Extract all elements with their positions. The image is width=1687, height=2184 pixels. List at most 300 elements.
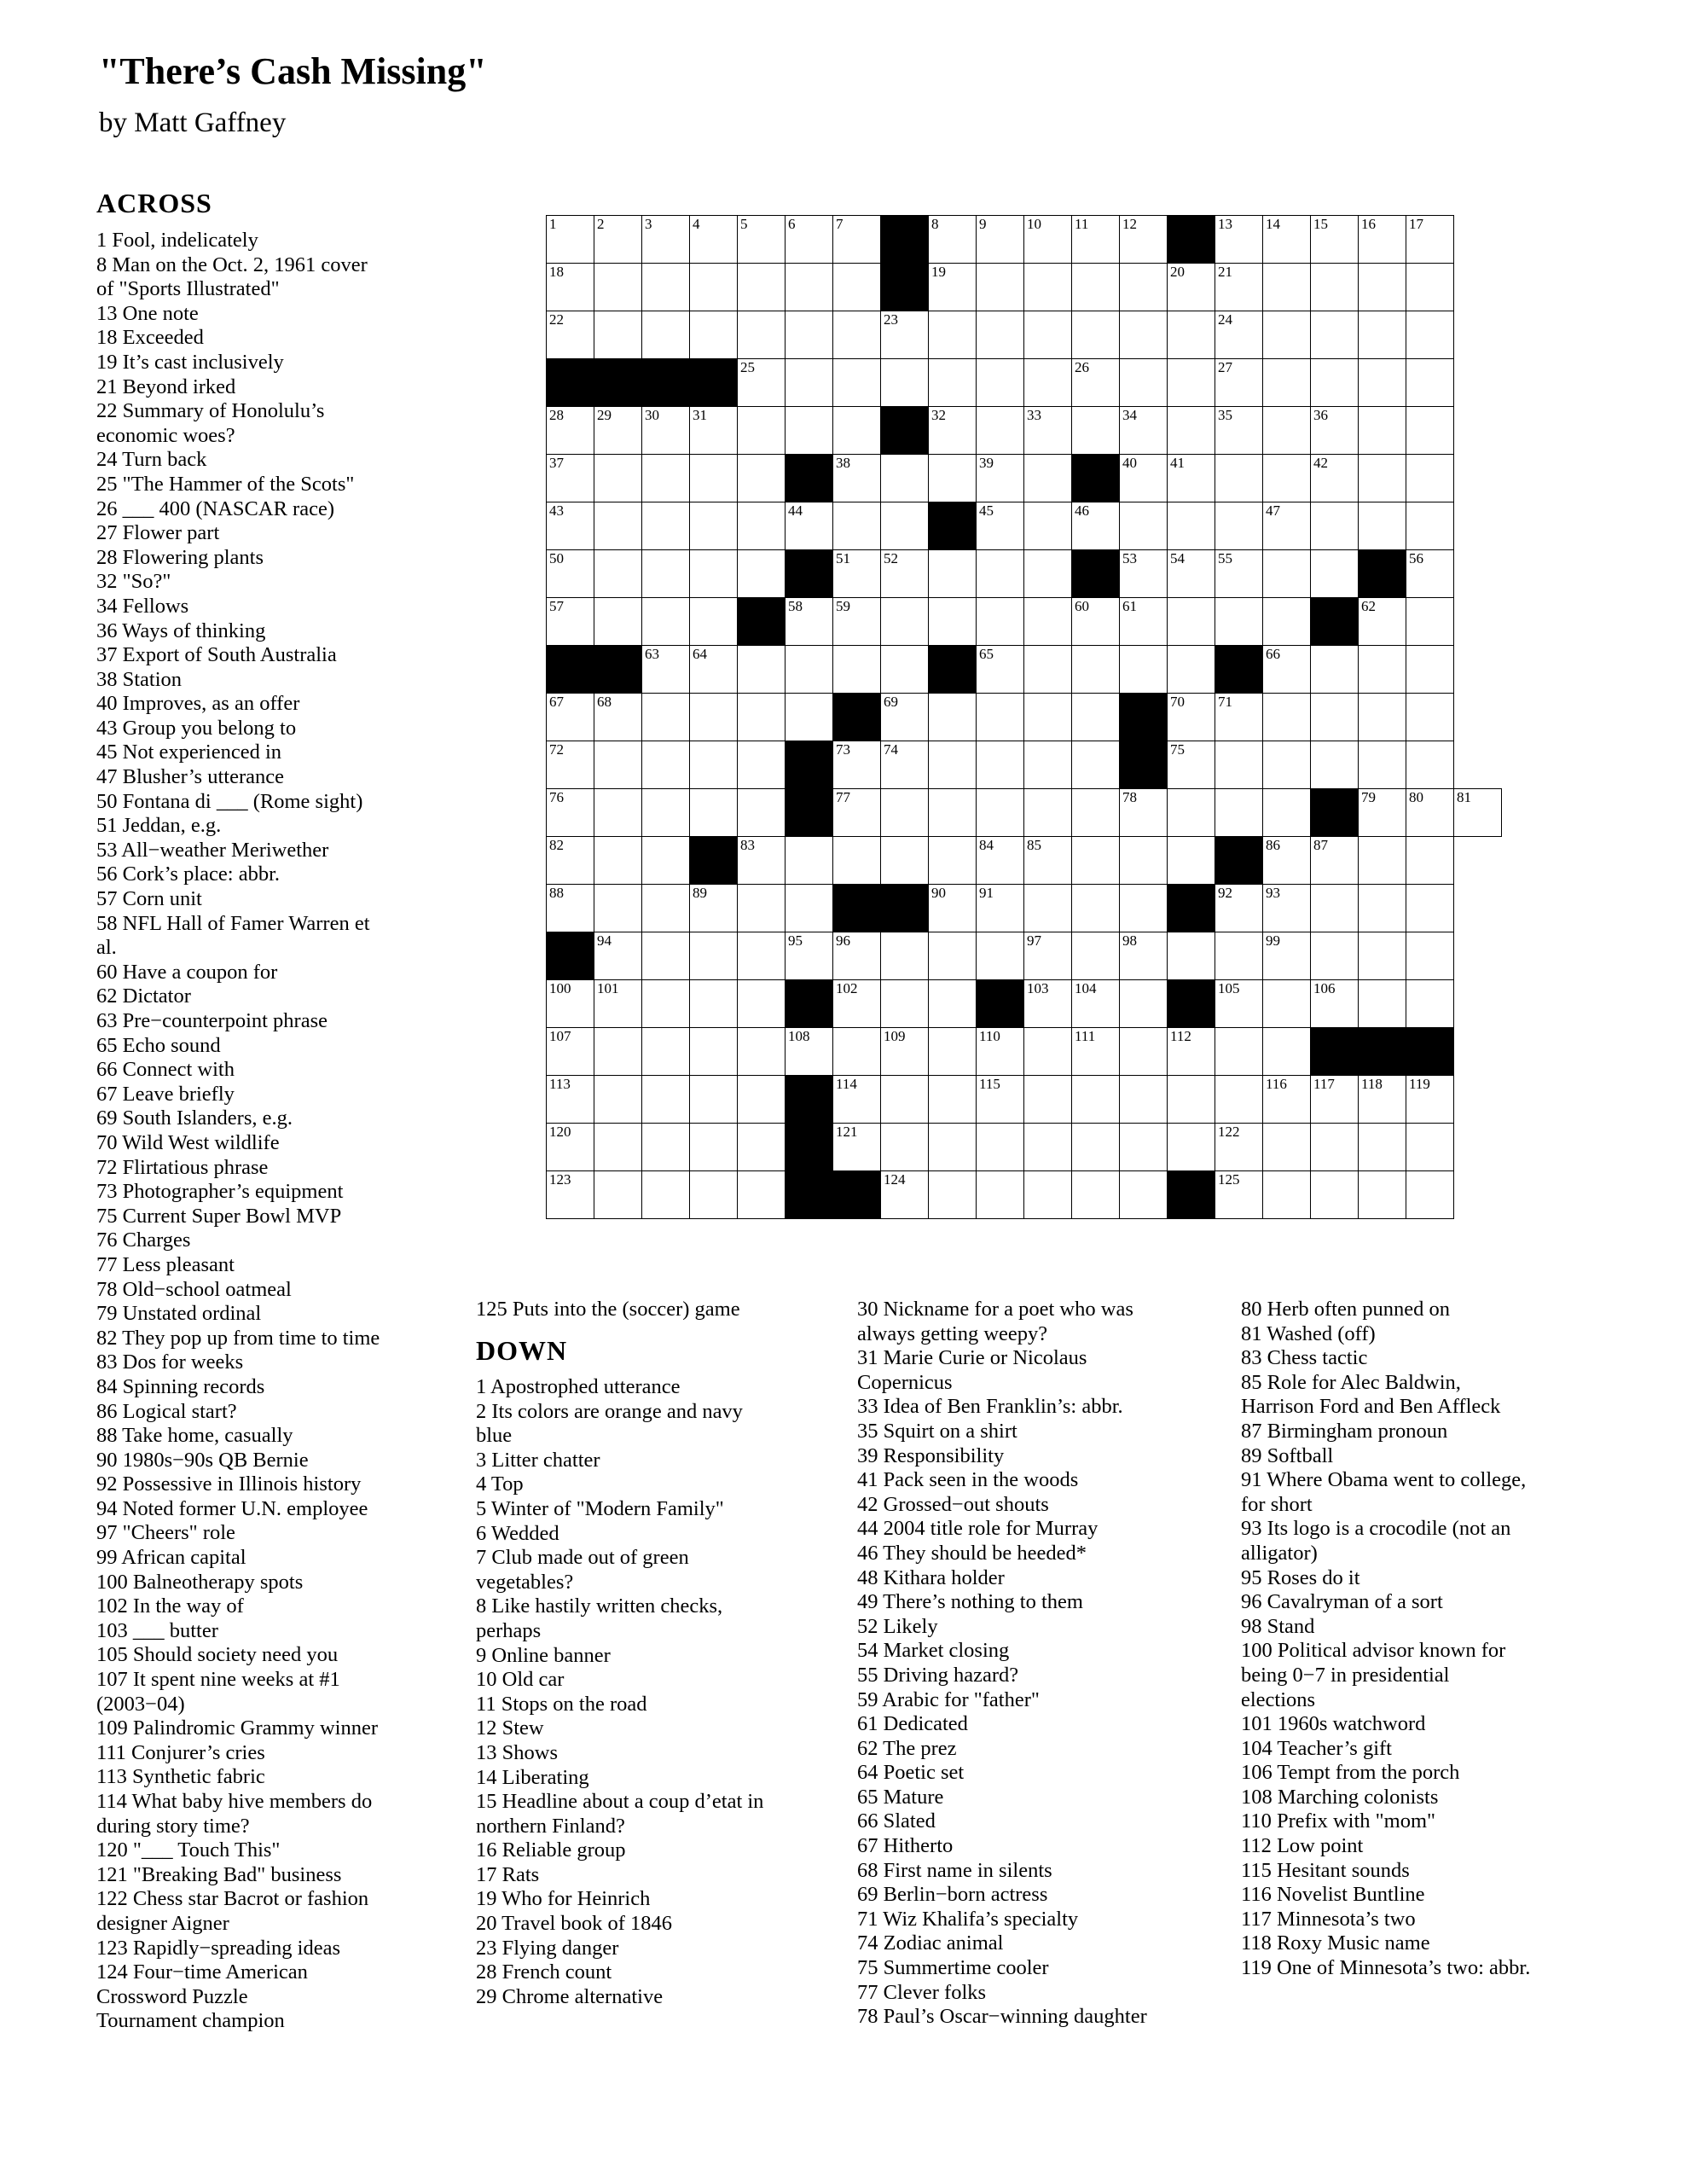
grid-cell[interactable] bbox=[594, 837, 642, 885]
grid-cell[interactable] bbox=[929, 1076, 977, 1124]
grid-cell[interactable] bbox=[1263, 216, 1311, 264]
grid-cell[interactable] bbox=[977, 407, 1024, 455]
grid-cell[interactable] bbox=[1263, 1028, 1311, 1076]
grid-cell[interactable] bbox=[1120, 932, 1168, 980]
grid-cell[interactable] bbox=[833, 550, 881, 598]
grid-cell[interactable] bbox=[1168, 311, 1215, 359]
grid-cell[interactable] bbox=[1263, 980, 1311, 1028]
grid-cell[interactable] bbox=[547, 407, 594, 455]
grid-cell[interactable] bbox=[738, 1076, 786, 1124]
grid-cell[interactable] bbox=[1263, 1171, 1311, 1219]
grid-cell[interactable] bbox=[642, 598, 690, 646]
grid-cell[interactable] bbox=[1024, 932, 1072, 980]
grid-cell[interactable] bbox=[1359, 1171, 1406, 1219]
grid-cell[interactable] bbox=[1120, 359, 1168, 407]
grid-cell[interactable] bbox=[690, 311, 738, 359]
grid-cell[interactable] bbox=[1359, 455, 1406, 502]
grid-cell[interactable] bbox=[1168, 407, 1215, 455]
grid-cell[interactable] bbox=[833, 311, 881, 359]
grid-cell[interactable] bbox=[1024, 646, 1072, 694]
grid-cell[interactable] bbox=[977, 1171, 1024, 1219]
grid-cell[interactable] bbox=[547, 550, 594, 598]
grid-cell[interactable] bbox=[1215, 455, 1263, 502]
grid-cell[interactable] bbox=[1311, 1076, 1359, 1124]
grid-cell[interactable] bbox=[642, 407, 690, 455]
grid-cell[interactable] bbox=[1311, 1124, 1359, 1171]
grid-cell[interactable] bbox=[738, 1171, 786, 1219]
grid-cell[interactable] bbox=[642, 1028, 690, 1076]
grid-cell[interactable] bbox=[1215, 1171, 1263, 1219]
grid-cell[interactable] bbox=[1072, 741, 1120, 789]
grid-cell[interactable] bbox=[1311, 407, 1359, 455]
grid-cell[interactable] bbox=[594, 311, 642, 359]
grid-cell[interactable] bbox=[642, 455, 690, 502]
grid-cell[interactable] bbox=[690, 885, 738, 932]
grid-cell[interactable] bbox=[786, 885, 833, 932]
grid-cell[interactable] bbox=[833, 646, 881, 694]
grid-cell[interactable] bbox=[1359, 694, 1406, 741]
grid-cell[interactable] bbox=[738, 837, 786, 885]
grid-cell[interactable] bbox=[738, 216, 786, 264]
grid-cell[interactable] bbox=[1168, 789, 1215, 837]
grid-cell[interactable] bbox=[1311, 980, 1359, 1028]
grid-cell[interactable] bbox=[1359, 885, 1406, 932]
grid-cell[interactable] bbox=[1215, 932, 1263, 980]
grid-cell[interactable] bbox=[786, 1028, 833, 1076]
grid-cell[interactable] bbox=[1024, 359, 1072, 407]
grid-cell[interactable] bbox=[1168, 264, 1215, 311]
grid-cell[interactable] bbox=[1263, 646, 1311, 694]
grid-cell[interactable] bbox=[1406, 885, 1454, 932]
grid-cell[interactable] bbox=[833, 932, 881, 980]
grid-cell[interactable] bbox=[738, 407, 786, 455]
grid-cell[interactable] bbox=[1311, 646, 1359, 694]
grid-cell[interactable] bbox=[594, 455, 642, 502]
grid-cell[interactable] bbox=[929, 455, 977, 502]
grid-cell[interactable] bbox=[1168, 932, 1215, 980]
grid-cell[interactable] bbox=[929, 359, 977, 407]
grid-cell[interactable] bbox=[547, 502, 594, 550]
grid-cell[interactable] bbox=[1024, 694, 1072, 741]
grid-cell[interactable] bbox=[1215, 980, 1263, 1028]
grid-cell[interactable] bbox=[1359, 598, 1406, 646]
grid-cell[interactable] bbox=[977, 359, 1024, 407]
grid-cell[interactable] bbox=[1359, 502, 1406, 550]
grid-cell[interactable] bbox=[977, 1028, 1024, 1076]
grid-cell[interactable] bbox=[642, 216, 690, 264]
grid-cell[interactable] bbox=[690, 407, 738, 455]
grid-cell[interactable] bbox=[1406, 932, 1454, 980]
grid-cell[interactable] bbox=[833, 455, 881, 502]
grid-cell[interactable] bbox=[1263, 311, 1311, 359]
grid-cell[interactable] bbox=[786, 407, 833, 455]
grid-cell[interactable] bbox=[642, 1124, 690, 1171]
grid-cell[interactable] bbox=[786, 359, 833, 407]
grid-cell[interactable] bbox=[690, 741, 738, 789]
grid-cell[interactable] bbox=[547, 455, 594, 502]
grid-cell[interactable] bbox=[642, 550, 690, 598]
grid-cell[interactable] bbox=[1406, 407, 1454, 455]
grid-cell[interactable] bbox=[690, 1171, 738, 1219]
grid-cell[interactable] bbox=[1311, 311, 1359, 359]
grid-cell[interactable] bbox=[1406, 694, 1454, 741]
grid-cell[interactable] bbox=[1072, 264, 1120, 311]
grid-cell[interactable] bbox=[1406, 455, 1454, 502]
grid-cell[interactable] bbox=[977, 932, 1024, 980]
grid-cell[interactable] bbox=[1263, 789, 1311, 837]
grid-cell[interactable] bbox=[1024, 598, 1072, 646]
grid-cell[interactable] bbox=[1263, 455, 1311, 502]
grid-cell[interactable] bbox=[881, 837, 929, 885]
grid-cell[interactable] bbox=[833, 1076, 881, 1124]
grid-cell[interactable] bbox=[881, 598, 929, 646]
grid-cell[interactable] bbox=[881, 646, 929, 694]
grid-cell[interactable] bbox=[738, 264, 786, 311]
grid-cell[interactable] bbox=[929, 932, 977, 980]
grid-cell[interactable] bbox=[1215, 311, 1263, 359]
grid-cell[interactable] bbox=[929, 216, 977, 264]
grid-cell[interactable] bbox=[1263, 550, 1311, 598]
grid-cell[interactable] bbox=[977, 598, 1024, 646]
grid-cell[interactable] bbox=[929, 837, 977, 885]
grid-cell[interactable] bbox=[833, 1124, 881, 1171]
grid-cell[interactable] bbox=[1024, 1028, 1072, 1076]
grid-cell[interactable] bbox=[1359, 311, 1406, 359]
grid-cell[interactable] bbox=[1406, 502, 1454, 550]
grid-cell[interactable] bbox=[977, 789, 1024, 837]
grid-cell[interactable] bbox=[977, 885, 1024, 932]
grid-cell[interactable] bbox=[594, 694, 642, 741]
grid-cell[interactable] bbox=[977, 216, 1024, 264]
grid-cell[interactable] bbox=[594, 1171, 642, 1219]
grid-cell[interactable] bbox=[1311, 741, 1359, 789]
grid-cell[interactable] bbox=[1215, 407, 1263, 455]
grid-cell[interactable] bbox=[1168, 359, 1215, 407]
grid-cell[interactable] bbox=[642, 789, 690, 837]
grid-cell[interactable] bbox=[929, 550, 977, 598]
grid-cell[interactable] bbox=[1359, 1076, 1406, 1124]
grid-cell[interactable] bbox=[977, 694, 1024, 741]
grid-cell[interactable] bbox=[929, 598, 977, 646]
grid-cell[interactable] bbox=[738, 311, 786, 359]
grid-cell[interactable] bbox=[1311, 885, 1359, 932]
grid-cell[interactable] bbox=[929, 311, 977, 359]
grid-cell[interactable] bbox=[642, 311, 690, 359]
grid-cell[interactable] bbox=[1215, 1124, 1263, 1171]
grid-cell[interactable] bbox=[547, 216, 594, 264]
grid-cell[interactable] bbox=[786, 502, 833, 550]
grid-cell[interactable] bbox=[1359, 741, 1406, 789]
grid-cell[interactable] bbox=[738, 694, 786, 741]
grid-cell[interactable] bbox=[690, 932, 738, 980]
grid-cell[interactable] bbox=[547, 837, 594, 885]
grid-cell[interactable] bbox=[833, 359, 881, 407]
grid-cell[interactable] bbox=[547, 980, 594, 1028]
grid-cell[interactable] bbox=[977, 502, 1024, 550]
grid-cell[interactable] bbox=[833, 598, 881, 646]
grid-cell[interactable] bbox=[1263, 932, 1311, 980]
grid-cell[interactable] bbox=[929, 407, 977, 455]
grid-cell[interactable] bbox=[1024, 1124, 1072, 1171]
grid-cell[interactable] bbox=[547, 789, 594, 837]
grid-cell[interactable] bbox=[881, 1028, 929, 1076]
grid-cell[interactable] bbox=[1215, 359, 1263, 407]
grid-cell[interactable] bbox=[1024, 741, 1072, 789]
grid-cell[interactable] bbox=[929, 694, 977, 741]
grid-cell[interactable] bbox=[1120, 837, 1168, 885]
grid-cell[interactable] bbox=[594, 550, 642, 598]
grid-cell[interactable] bbox=[690, 550, 738, 598]
grid-cell[interactable] bbox=[833, 741, 881, 789]
grid-cell[interactable] bbox=[642, 1076, 690, 1124]
grid-cell[interactable] bbox=[1263, 598, 1311, 646]
grid-cell[interactable] bbox=[1406, 837, 1454, 885]
grid-cell[interactable] bbox=[738, 1124, 786, 1171]
grid-cell[interactable] bbox=[1406, 741, 1454, 789]
grid-cell[interactable] bbox=[1215, 502, 1263, 550]
grid-cell[interactable] bbox=[1120, 264, 1168, 311]
grid-cell[interactable] bbox=[1406, 789, 1454, 837]
grid-cell[interactable] bbox=[1120, 980, 1168, 1028]
grid-cell[interactable] bbox=[1263, 1076, 1311, 1124]
grid-cell[interactable] bbox=[594, 407, 642, 455]
grid-cell[interactable] bbox=[1072, 359, 1120, 407]
grid-cell[interactable] bbox=[594, 598, 642, 646]
grid-cell[interactable] bbox=[929, 885, 977, 932]
grid-cell[interactable] bbox=[833, 216, 881, 264]
grid-cell[interactable] bbox=[1024, 837, 1072, 885]
grid-cell[interactable] bbox=[881, 980, 929, 1028]
grid-cell[interactable] bbox=[642, 932, 690, 980]
grid-cell[interactable] bbox=[1120, 646, 1168, 694]
grid-cell[interactable] bbox=[1311, 502, 1359, 550]
grid-cell[interactable] bbox=[1359, 407, 1406, 455]
grid-cell[interactable] bbox=[1406, 359, 1454, 407]
grid-cell[interactable] bbox=[690, 980, 738, 1028]
grid-cell[interactable] bbox=[1359, 837, 1406, 885]
grid-cell[interactable] bbox=[1215, 598, 1263, 646]
grid-cell[interactable] bbox=[1168, 741, 1215, 789]
grid-cell[interactable] bbox=[1215, 789, 1263, 837]
grid-cell[interactable] bbox=[594, 789, 642, 837]
grid-cell[interactable] bbox=[833, 789, 881, 837]
grid-cell[interactable] bbox=[1406, 1124, 1454, 1171]
grid-cell[interactable] bbox=[1311, 837, 1359, 885]
grid-cell[interactable] bbox=[594, 932, 642, 980]
grid-cell[interactable] bbox=[1406, 311, 1454, 359]
grid-cell[interactable] bbox=[1072, 789, 1120, 837]
grid-cell[interactable] bbox=[977, 550, 1024, 598]
grid-cell[interactable] bbox=[738, 550, 786, 598]
grid-cell[interactable] bbox=[929, 789, 977, 837]
grid-cell[interactable] bbox=[929, 980, 977, 1028]
grid-cell[interactable] bbox=[1263, 694, 1311, 741]
grid-cell[interactable] bbox=[1024, 980, 1072, 1028]
grid-cell[interactable] bbox=[786, 598, 833, 646]
grid-cell[interactable] bbox=[929, 1028, 977, 1076]
grid-cell[interactable] bbox=[642, 837, 690, 885]
grid-cell[interactable] bbox=[738, 885, 786, 932]
grid-cell[interactable] bbox=[1263, 407, 1311, 455]
grid-cell[interactable] bbox=[547, 1124, 594, 1171]
grid-cell[interactable] bbox=[1311, 550, 1359, 598]
grid-cell[interactable] bbox=[1072, 502, 1120, 550]
grid-cell[interactable] bbox=[1406, 1076, 1454, 1124]
grid-cell[interactable] bbox=[690, 789, 738, 837]
grid-cell[interactable] bbox=[1454, 789, 1502, 837]
grid-cell[interactable] bbox=[833, 264, 881, 311]
grid-cell[interactable] bbox=[1024, 1171, 1072, 1219]
grid-cell[interactable] bbox=[1263, 502, 1311, 550]
grid-cell[interactable] bbox=[929, 1171, 977, 1219]
grid-cell[interactable] bbox=[881, 550, 929, 598]
grid-cell[interactable] bbox=[1024, 502, 1072, 550]
grid-cell[interactable] bbox=[642, 1171, 690, 1219]
grid-cell[interactable] bbox=[1168, 646, 1215, 694]
grid-cell[interactable] bbox=[1072, 216, 1120, 264]
grid-cell[interactable] bbox=[929, 264, 977, 311]
grid-cell[interactable] bbox=[1072, 837, 1120, 885]
grid-cell[interactable] bbox=[738, 359, 786, 407]
grid-cell[interactable] bbox=[1072, 932, 1120, 980]
grid-cell[interactable] bbox=[1168, 694, 1215, 741]
grid-cell[interactable] bbox=[594, 885, 642, 932]
grid-cell[interactable] bbox=[977, 741, 1024, 789]
grid-cell[interactable] bbox=[1168, 1076, 1215, 1124]
grid-cell[interactable] bbox=[1120, 311, 1168, 359]
grid-cell[interactable] bbox=[1024, 455, 1072, 502]
grid-cell[interactable] bbox=[1168, 1124, 1215, 1171]
grid-cell[interactable] bbox=[786, 694, 833, 741]
grid-cell[interactable] bbox=[1168, 550, 1215, 598]
grid-cell[interactable] bbox=[1406, 264, 1454, 311]
grid-cell[interactable] bbox=[1215, 550, 1263, 598]
grid-cell[interactable] bbox=[547, 311, 594, 359]
grid-cell[interactable] bbox=[1359, 359, 1406, 407]
grid-cell[interactable] bbox=[881, 502, 929, 550]
grid-cell[interactable] bbox=[1120, 502, 1168, 550]
grid-cell[interactable] bbox=[833, 407, 881, 455]
grid-cell[interactable] bbox=[1120, 1171, 1168, 1219]
grid-cell[interactable] bbox=[1215, 694, 1263, 741]
grid-cell[interactable] bbox=[1072, 1171, 1120, 1219]
grid-cell[interactable] bbox=[642, 264, 690, 311]
grid-cell[interactable] bbox=[594, 1124, 642, 1171]
grid-cell[interactable] bbox=[1406, 646, 1454, 694]
grid-cell[interactable] bbox=[1311, 694, 1359, 741]
grid-cell[interactable] bbox=[642, 502, 690, 550]
grid-cell[interactable] bbox=[786, 837, 833, 885]
grid-cell[interactable] bbox=[1168, 455, 1215, 502]
grid-cell[interactable] bbox=[642, 694, 690, 741]
grid-cell[interactable] bbox=[1311, 1171, 1359, 1219]
grid-cell[interactable] bbox=[1120, 1076, 1168, 1124]
grid-cell[interactable] bbox=[786, 311, 833, 359]
grid-cell[interactable] bbox=[642, 885, 690, 932]
grid-cell[interactable] bbox=[594, 741, 642, 789]
grid-cell[interactable] bbox=[547, 1171, 594, 1219]
grid-cell[interactable] bbox=[690, 694, 738, 741]
grid-cell[interactable] bbox=[881, 789, 929, 837]
grid-cell[interactable] bbox=[594, 502, 642, 550]
grid-cell[interactable] bbox=[594, 264, 642, 311]
grid-cell[interactable] bbox=[977, 646, 1024, 694]
grid-cell[interactable] bbox=[594, 980, 642, 1028]
grid-cell[interactable] bbox=[1406, 1171, 1454, 1219]
grid-cell[interactable] bbox=[786, 264, 833, 311]
grid-cell[interactable] bbox=[1024, 407, 1072, 455]
grid-cell[interactable] bbox=[1311, 216, 1359, 264]
grid-cell[interactable] bbox=[1359, 789, 1406, 837]
grid-cell[interactable] bbox=[1311, 359, 1359, 407]
grid-cell[interactable] bbox=[1406, 980, 1454, 1028]
grid-cell[interactable] bbox=[1072, 1028, 1120, 1076]
grid-cell[interactable] bbox=[547, 264, 594, 311]
grid-cell[interactable] bbox=[1120, 455, 1168, 502]
grid-cell[interactable] bbox=[1263, 741, 1311, 789]
grid-cell[interactable] bbox=[690, 598, 738, 646]
grid-cell[interactable] bbox=[929, 1124, 977, 1171]
grid-cell[interactable] bbox=[1215, 264, 1263, 311]
grid-cell[interactable] bbox=[1311, 932, 1359, 980]
grid-cell[interactable] bbox=[738, 980, 786, 1028]
grid-cell[interactable] bbox=[1311, 455, 1359, 502]
grid-cell[interactable] bbox=[1072, 646, 1120, 694]
grid-cell[interactable] bbox=[1168, 502, 1215, 550]
grid-cell[interactable] bbox=[1072, 694, 1120, 741]
grid-cell[interactable] bbox=[690, 1028, 738, 1076]
grid-cell[interactable] bbox=[1024, 216, 1072, 264]
grid-cell[interactable] bbox=[881, 1124, 929, 1171]
grid-cell[interactable] bbox=[881, 1171, 929, 1219]
grid-cell[interactable] bbox=[738, 502, 786, 550]
grid-cell[interactable] bbox=[1120, 216, 1168, 264]
grid-cell[interactable] bbox=[642, 741, 690, 789]
grid-cell[interactable] bbox=[977, 264, 1024, 311]
grid-cell[interactable] bbox=[1024, 264, 1072, 311]
grid-cell[interactable] bbox=[1263, 885, 1311, 932]
grid-cell[interactable] bbox=[833, 502, 881, 550]
grid-cell[interactable] bbox=[833, 1028, 881, 1076]
grid-cell[interactable] bbox=[690, 264, 738, 311]
grid-cell[interactable] bbox=[1072, 980, 1120, 1028]
crossword-grid[interactable] bbox=[546, 215, 1502, 1219]
grid-cell[interactable] bbox=[1311, 264, 1359, 311]
grid-cell[interactable] bbox=[1406, 598, 1454, 646]
grid-cell[interactable] bbox=[547, 598, 594, 646]
grid-cell[interactable] bbox=[642, 980, 690, 1028]
grid-cell[interactable] bbox=[1072, 598, 1120, 646]
grid-cell[interactable] bbox=[977, 837, 1024, 885]
grid-cell[interactable] bbox=[1168, 837, 1215, 885]
grid-cell[interactable] bbox=[547, 1028, 594, 1076]
grid-cell[interactable] bbox=[1168, 1028, 1215, 1076]
grid-cell[interactable] bbox=[1024, 1076, 1072, 1124]
grid-cell[interactable] bbox=[690, 1124, 738, 1171]
grid-cell[interactable] bbox=[786, 932, 833, 980]
grid-cell[interactable] bbox=[594, 1028, 642, 1076]
grid-cell[interactable] bbox=[1120, 789, 1168, 837]
grid-cell[interactable] bbox=[1263, 264, 1311, 311]
grid-cell[interactable] bbox=[977, 1076, 1024, 1124]
grid-cell[interactable] bbox=[1359, 932, 1406, 980]
grid-cell[interactable] bbox=[1359, 646, 1406, 694]
grid-cell[interactable] bbox=[738, 646, 786, 694]
grid-cell[interactable] bbox=[786, 216, 833, 264]
grid-cell[interactable] bbox=[594, 1076, 642, 1124]
grid-cell[interactable] bbox=[642, 646, 690, 694]
grid-cell[interactable] bbox=[1120, 550, 1168, 598]
